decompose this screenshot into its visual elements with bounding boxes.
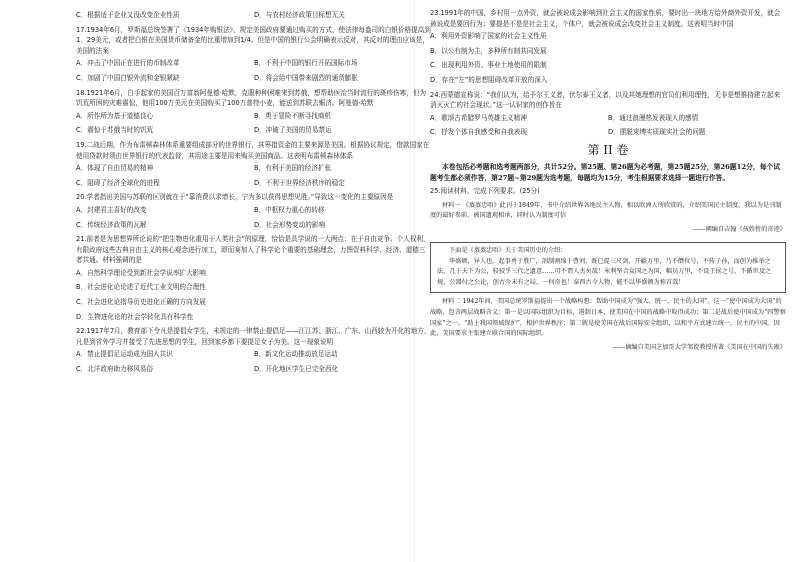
option-c: C．社会进化论指导历史进化正确的方向发展 bbox=[76, 298, 206, 307]
option-b: B．以公有制为主，多种所有制共同发展 bbox=[430, 46, 547, 55]
option-d: D．不利于世界经济秩序的稳定 bbox=[254, 178, 345, 187]
question-24: 24.西蒙德宣称说：“我们认为，给予尔王义者，伏尔泰王义者，以及其她理想的官员们利用理性，无非是想推持建立起来消灭灭亡的社会现状。”这一认识家的创作旨在 bbox=[430, 90, 781, 110]
option-b: B．通过浪漫热发表现人的感情 bbox=[608, 113, 699, 122]
option-d: D．将会给中国带来剧烈的通货膨胀 bbox=[254, 73, 358, 82]
option-d: D．存在“左”的思想阻碍改革开放的深入 bbox=[430, 75, 548, 84]
quote-box bbox=[430, 242, 786, 293]
right-column bbox=[430, 8, 786, 360]
quote-box-text: 华盛顿，异人也。起事勇于胜广，剖制割绵于曹刘，既已提三尺剑，开疆万里，乃不僭位号，不传子孙，而创为推举之法，几于天下为公，骎骎乎三代之遗意……可不谓人杰矣哉！米利坚合众国之为国，幅员万里，不设王侯之号，不循世及之规，公器付之公论，创古今未有之局，一何奇也！泰西古今人物，能不以华盛顿为称首哉！ bbox=[437, 257, 772, 287]
option-d: D．生物进化论的社会学转化具有科学性 bbox=[76, 312, 194, 321]
quote-box-lead: 下面是《蒸蒸忠唔》关于美国历史的介绍： bbox=[449, 246, 567, 254]
option-b: B．中枢权力重心的转移 bbox=[254, 205, 325, 214]
option-a: A．体现了自由贸易的精神 bbox=[76, 164, 154, 173]
material-2-source: ——摘编自美国芝加哥大学邹谠教授所著《美国在中国的失败》 bbox=[612, 344, 786, 352]
q22-options-cd bbox=[76, 364, 432, 375]
option-d: D．社会形势变动的影响 bbox=[254, 220, 326, 229]
q19-options-ab bbox=[76, 163, 432, 174]
option-c: C．出现利用外资、事业土地使用的限制 bbox=[430, 61, 547, 70]
volume-title: 第 II 卷 bbox=[587, 142, 629, 157]
option-d: D．与农村经济政策目标想无关 bbox=[254, 11, 345, 19]
option-b: B．社会进化论论述了近代工业文明的合理性 bbox=[76, 283, 206, 292]
question-19: 19.二战后期，作为布雷顿森林体系重要组成部分的世界银行，其筹措资金的主要来源是美国。根据协议规定，借款国家在使用贷款时须由世界银行的代表监督，其用途主要是用来购买美国商品。这表明布雷顿森林体系 bbox=[76, 140, 430, 160]
option-c: C．北洋政府助力移风易俗 bbox=[76, 365, 154, 374]
option-c: C．震惊于苏俄当时的饥荒 bbox=[76, 126, 154, 135]
question-23: 23.1991年的中国，乡村用一点外资，就会被说成会影响到社会主义的国家性质，要时出一块地方给外商外资开发，就会被说成是要回行为；要提是不是是社会主义，个体户，就会被说成会改变社会主义制度。这表明当时中国 bbox=[430, 9, 781, 28]
option-a: A．所作所为基于道德良心 bbox=[76, 111, 154, 120]
option-a: A．冲击了中国正在进行的币制改革 bbox=[76, 59, 180, 68]
q18-options-cd bbox=[76, 125, 432, 136]
material-1-source: ——阐编自吉翰《孩姓暂的奇迹》 bbox=[693, 226, 786, 234]
question-21: 21.前者是为思想界所论说的“把生物进化重用于人类社会”的原理，恰恰是具学说的一大两点：在于自由竞争、个人权利，有限政府这些古典自由主义的核心观念进行加工，即而赛加入了科学论个重要的基础理念，力图资料科学、经济、道德三者共通。材料强调的是 bbox=[76, 235, 430, 265]
q17-options-ab bbox=[76, 58, 432, 69]
option-b: B．新文化运动推动放足运动 bbox=[254, 350, 338, 359]
question-18: 18.1921年6月，白手起家的美国百万富翁阿曼德·哈默，克服种种困难来到苏俄，想帮助医治当时流行的斑疹伤寒，但为饥荒所困的灾难震惊，他用100万美元在美国购买了100万普特小麦，能送到苏联去赈济。阿曼德·哈默 bbox=[76, 88, 427, 108]
option-a: A．禁止提倡足运动成为国人共识 bbox=[76, 350, 173, 359]
q22-options-ab bbox=[76, 349, 432, 360]
option-c: C．抒发个体自我感受和自我表现 bbox=[430, 128, 527, 137]
q24-options-cd bbox=[430, 127, 786, 138]
option-c: C．根据适于企业又没改变企业性质 bbox=[76, 11, 180, 19]
option-a: A．封建君主喜好的改变 bbox=[76, 205, 147, 214]
option-a: A．利用外资影响了国家的社会主义性质 bbox=[430, 32, 547, 41]
question-17: 17.1934年6月，罗斯福总统签署了《1934年购银法》，规定美国政府要通过购买的方式，使法律每盎司的白银价格提高到1．29美元，或者把白银在美国货币储备金的比重增加到1/4。但是中国的银行公会明确表示反对，其反对的理由应该是，美国的法案 bbox=[76, 25, 431, 55]
left-column bbox=[76, 8, 432, 379]
question-25-heading: 25.阅读材料，完成下列要求。(25分) bbox=[430, 186, 540, 195]
q24-options-ab bbox=[430, 113, 786, 124]
option-c: C．阻碍了经济全球化的进程 bbox=[76, 178, 160, 187]
option-c: C．传统经济政策的瓦解 bbox=[76, 220, 147, 229]
question-20: 20.学者指出美国与苏联的区别就在于“靠消费以求增长，宁为多以获得思想见胜。”导致这一变化的主要原因是 bbox=[76, 193, 394, 202]
q20-options-cd bbox=[76, 220, 432, 231]
option-a: A．自然科学理论受到新社会学说率扩大影响 bbox=[76, 268, 206, 277]
option-b: B．有利于美国的经济扩张 bbox=[254, 164, 332, 173]
option-a: A．歌颂古希腊罗马英雄主义精神 bbox=[430, 113, 527, 122]
option-d: D．开化地区学生已完全西化 bbox=[254, 365, 339, 374]
q17-options-cd bbox=[76, 73, 432, 84]
option-b: B．不利于中国的银行开拓国际市场 bbox=[254, 59, 358, 68]
option-d: D．冲破了美国的贸易禁运 bbox=[254, 126, 332, 135]
material-2: 材料二 1942年间，美国总统罗斯福提出一个战略构想：帮助中国成为“强大、统一、民主的大国”。这一“使中国成为大国”的战略，包含两层战略含义：第一是以国际组织为目标，遏制日本，使美国在中国的战略中取得成功；第二是战后使中国成为“四警察国家”之一。“助上我国领域保护”，相护世界秩序；第二就是使美国在战后国际安全组织，以和平方式建立统一、民主的中国。因此，美国要求主张建立联合国的国际组织。 bbox=[430, 297, 786, 338]
q18-options-ab bbox=[76, 111, 432, 122]
option-d: D．摆脱束缚实质现实社会的问题 bbox=[608, 128, 706, 137]
material-1: 材料一 《蒸蒸忠唔》此刊于1849年，书中介绍世界各地民主人物，相以欧洲人所欣赏的，介绍美国民主制度，我以为是刊制度的最好参前，被国遗观相承，同时认为制度可信 bbox=[430, 201, 782, 220]
q19-options-cd bbox=[76, 178, 432, 189]
q20-options-ab bbox=[76, 205, 432, 216]
question-22: 22.1917年7月，教育部下令凡是提倡女学生，未规定的一律禁止提倡足——江江苏、浙江、广东、山西较为开化的地方，凡是到省外学习并接受了先进思想的学生，回到家乡都下要提足女子为美。这一现象说明 bbox=[76, 327, 431, 346]
option-c: C．加剧了中国白银外流和金银紧缺 bbox=[76, 73, 180, 82]
part2-instructions: 本卷包括必考题和选考题两部分，共计52分。第25题、第26题为必考题，第25题25分，第26题12分，每个试题考生都必须作答，第27题~第29题为选考题，每题均为15分，考生根据要求选择一题进行作答。 bbox=[430, 162, 781, 182]
option-b: B．勇于冒险不断寻找商机 bbox=[254, 111, 332, 120]
q16-options bbox=[76, 10, 432, 21]
